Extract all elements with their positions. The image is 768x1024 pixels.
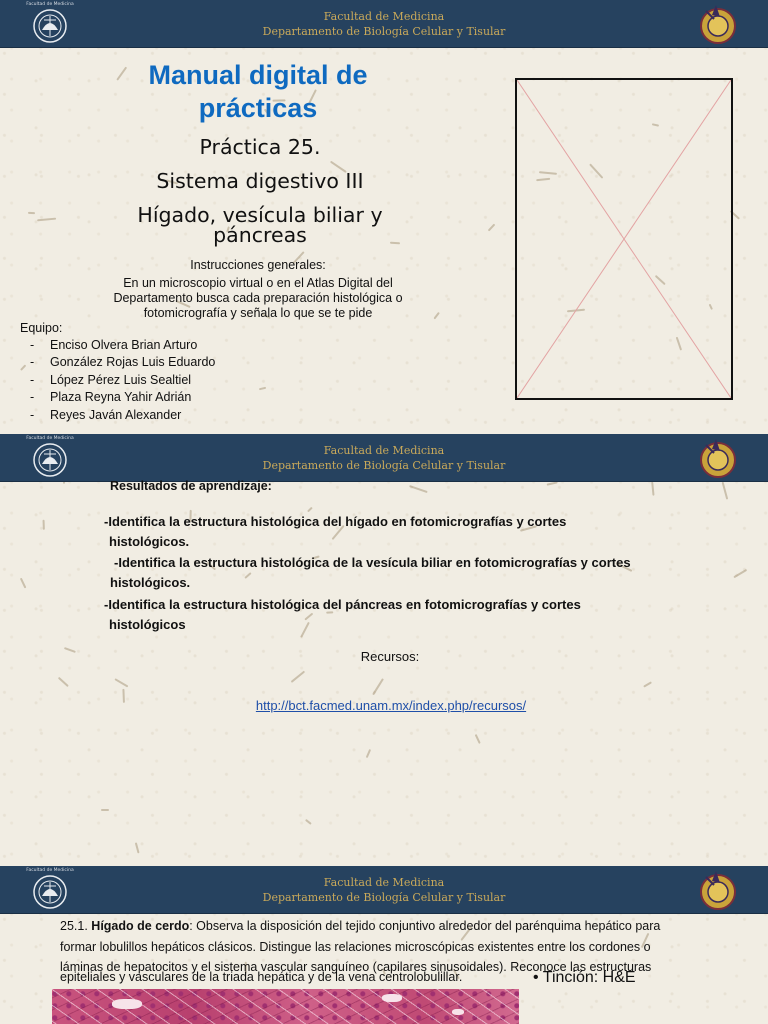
objective-line: histológicos	[109, 617, 186, 632]
faculty-name: Facultad de Medicina	[323, 876, 445, 889]
topic-line-1: Hígado, vesícula biliar y	[137, 203, 383, 227]
practice-number: Práctica 25.	[199, 135, 321, 159]
team-list	[30, 338, 215, 425]
resources-link[interactable]: http://bct.facmed.unam.mx/index.php/recursos/	[255, 698, 527, 713]
instructions-line: En un microscopio virtual o en el Atlas Digital del	[123, 276, 393, 290]
objective-line: -Identifica la estructura histológica de la vesícula biliar en fotomicrografías y cortes	[114, 555, 631, 570]
department-logo-icon	[698, 869, 738, 911]
stain-label: • Tinción: H&E	[533, 969, 636, 986]
faculty-name: Facultad de Medicina	[323, 444, 445, 457]
team-member: - González Rojas Luis Eduardo	[30, 355, 215, 372]
title-line-1: Manual digital de	[148, 60, 368, 90]
description-line: : Observa la disposición del tejido conjuntivo alrededor del parénquima hepático para	[189, 919, 661, 933]
team-heading: Equipo:	[20, 321, 63, 335]
placeholder-cross-icon	[517, 80, 731, 398]
team-member: - Enciso Olvera Brian Arturo	[30, 338, 215, 355]
system-name: Sistema digestivo III	[156, 169, 364, 193]
objective-pancreas	[104, 595, 581, 635]
micrograph-vessel	[452, 1009, 464, 1015]
department-name: Departamento de Biología Celular y Tisular	[262, 459, 506, 472]
team-member-name: González Rojas Luis Eduardo	[50, 355, 216, 370]
topic-line-2: páncreas	[213, 223, 307, 247]
faculty-name: Facultad de Medicina	[323, 10, 445, 23]
objective-line: -Identifica la estructura histológica del páncreas en fotomicrografías y cortes	[104, 597, 581, 612]
micrograph-vessel	[382, 994, 402, 1002]
department-logo-icon	[698, 437, 738, 479]
micrograph-vessel	[112, 999, 142, 1009]
resources-label: Recursos:	[360, 649, 420, 664]
paper-fiber	[101, 809, 109, 811]
learning-outcomes-heading: Resultados de aprendizaje:	[110, 479, 272, 493]
team-member-name: Plaza Reyna Yahir Adrián	[50, 390, 192, 405]
instructions-heading: Instrucciones generales:	[190, 258, 326, 272]
description-line: formar lobulillos hepáticos clásicos. Distingue las relaciones microscópicas existentes entre los cordones o	[60, 939, 651, 954]
faculty-logo-text: Facultad de Medicina	[26, 436, 74, 441]
liver-micrograph	[52, 989, 519, 1024]
team-member-name: Enciso Olvera Brian Arturo	[50, 338, 198, 352]
title-line-2: prácticas	[198, 93, 318, 123]
resources-link-container	[0, 698, 768, 713]
image-placeholder	[515, 78, 733, 400]
header-band-2	[0, 434, 768, 482]
faculty-logo-text: Facultad de Medicina	[26, 2, 74, 7]
description-line: láminas de hepatocitos y el sistema vascular sanguíneo (capilares sinusoidales). Reconoce las estructuras	[60, 960, 652, 974]
objective-gallbladder	[110, 553, 631, 593]
manual-title	[100, 59, 416, 125]
item-number: 25.1.	[60, 919, 88, 933]
instructions-text	[90, 276, 426, 321]
description-line: epiteliales y vasculares de la triada hepática y de la vena centrolobulillar.	[60, 970, 463, 984]
faculty-logo-text: Facultad de Medicina	[26, 868, 74, 873]
team-member: - Plaza Reyna Yahir Adrián	[30, 390, 215, 407]
objective-line: histológicos.	[110, 575, 191, 590]
header-band-3	[0, 866, 768, 914]
item-title: Hígado de cerdo	[91, 919, 190, 933]
objective-liver	[104, 512, 566, 552]
team-member: - López Pérez Luis Sealtiel	[30, 373, 215, 390]
paper-fiber	[43, 520, 45, 530]
team-member: - Reyes Javán Alexander	[30, 408, 215, 425]
team-member-name: Reyes Javán Alexander	[50, 407, 182, 422]
department-name: Departamento de Biología Celular y Tisular	[262, 891, 506, 904]
team-member-name: López Pérez Luis Sealtiel	[50, 372, 192, 387]
paper-fiber	[28, 212, 35, 214]
topic-title	[110, 204, 410, 246]
instructions-line: Departamento busca cada preparación histológica o	[113, 291, 403, 305]
instructions-line: fotomicrografía y señala lo que se te pide	[143, 306, 373, 320]
objective-line: -Identifica la estructura histológica del hígado en fotomicrografías y cortes	[104, 514, 567, 529]
objective-line: histológicos.	[109, 534, 190, 549]
department-logo-icon	[698, 3, 738, 45]
department-name: Departamento de Biología Celular y Tisular	[262, 25, 506, 38]
header-band-1	[0, 0, 768, 48]
